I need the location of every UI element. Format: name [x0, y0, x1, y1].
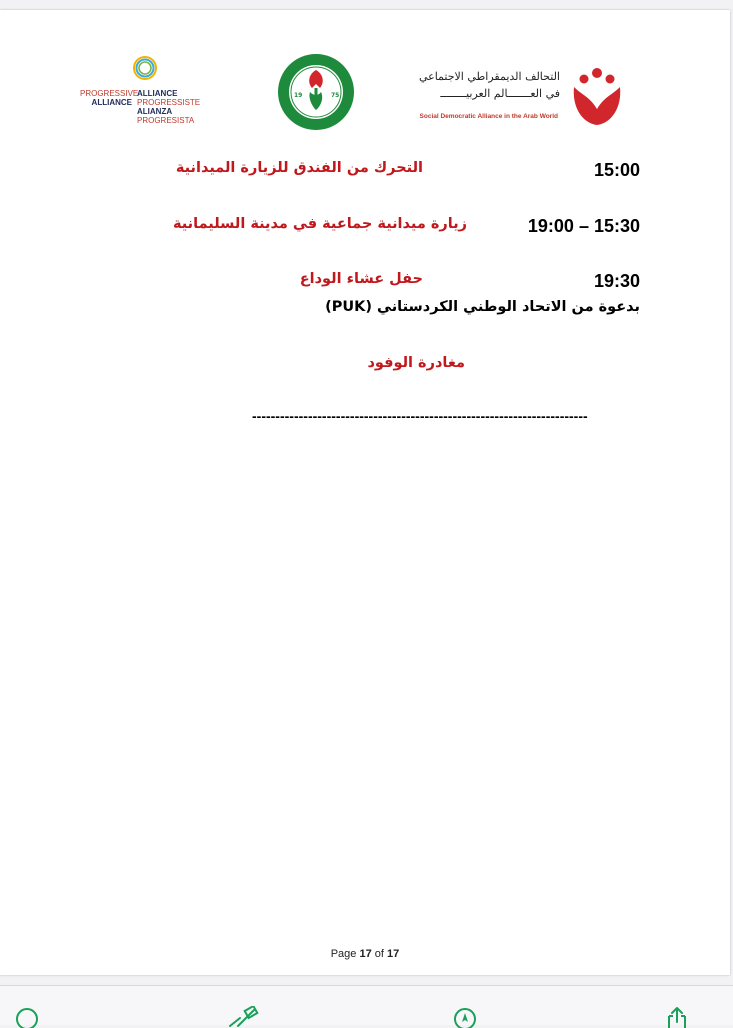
schedule-time: 15:30 – 19:00: [527, 216, 640, 236]
pa-col1-line2: ALLIANCE: [91, 98, 132, 107]
schedule-time: 15:00: [593, 160, 640, 180]
markup-icon[interactable]: [226, 1006, 260, 1028]
separator-line: ------------------------------------------------------------------------: [252, 408, 588, 424]
schedule-title: مغادرة الوفود: [367, 355, 465, 371]
navigator-icon[interactable]: [448, 1006, 482, 1028]
pa-col2-line1: ALLIANCE: [137, 89, 178, 98]
sda-english-name: Social Democratic Alliance in the Arab World: [419, 113, 558, 120]
schedule-title: حفل عشاء الوداع: [299, 271, 423, 287]
bottom-toolbar: [0, 985, 733, 1025]
red-tulip-icon: [564, 65, 630, 129]
puk-emblem-icon: [276, 52, 356, 132]
schedule-time: 19:30: [593, 271, 640, 291]
pa-col2-line3: ALIANZA: [137, 107, 173, 116]
pa-col2-line2: PROGRESSISTE: [137, 98, 201, 107]
pager-prefix: Page: [330, 948, 357, 960]
search-icon[interactable]: [10, 1006, 44, 1028]
pa-col1-line1: PROGRESSIVE: [80, 89, 139, 98]
pa-col2-line4: PROGRESISTA: [137, 116, 195, 125]
progressive-alliance-logo: [80, 55, 200, 135]
document-page: [0, 10, 730, 975]
share-icon[interactable]: [660, 1006, 694, 1028]
pager-current: 17: [359, 948, 372, 960]
pager-total: 17: [387, 948, 400, 960]
sda-arabic-line1: التحالف الديمقراطي الاجتماعي: [418, 70, 560, 83]
page-indicator: [0, 948, 730, 960]
sda-arabic-line2: في العـــــــالم العربيــــــــ: [440, 87, 560, 100]
puk-year-left: 19: [294, 92, 303, 99]
puk-year-right: 75: [331, 92, 340, 99]
schedule-note: بدعوة من الاتحاد الوطني الكردستاني (PUK): [325, 299, 640, 315]
pager-of: of: [374, 948, 384, 960]
schedule-title: زيارة ميدانية جماعية في مدينة السليمانية: [172, 216, 467, 232]
schedule-title: التحرك من الفندق للزيارة الميدانية: [175, 160, 423, 176]
social-democratic-alliance-logo: [420, 65, 630, 130]
progressive-alliance-ring-icon: [132, 55, 158, 81]
